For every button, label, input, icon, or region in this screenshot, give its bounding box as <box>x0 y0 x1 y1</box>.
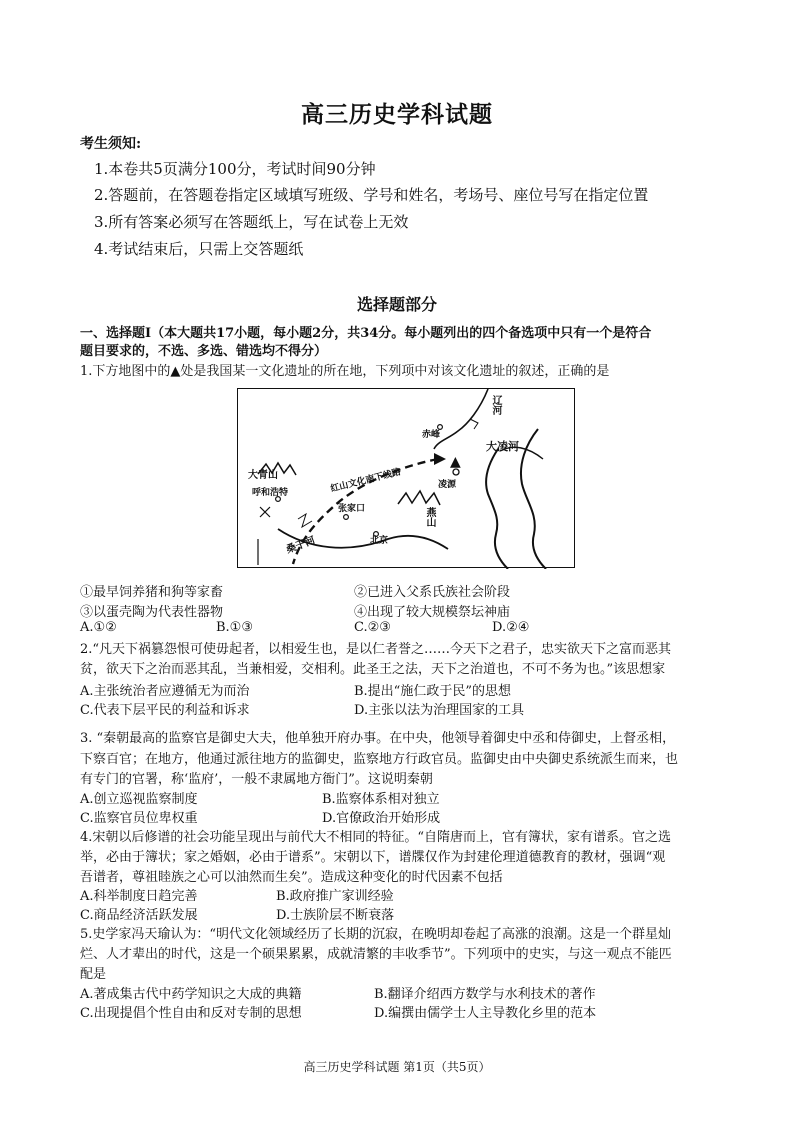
q4-option-c: C.商品经济活跃发展 <box>80 908 198 923</box>
notice-item: 1.本卷共5页满分100分，考试时间90分钟 <box>94 160 376 178</box>
question-2-stem: 贫，欲天下之治而恶其乱，当兼相爱，交相利。此圣王之法，天下之治道也，不可不务为也。”该思想家 <box>80 662 666 677</box>
q1-option-c: C.②③ <box>354 620 391 635</box>
question-2-stem: 2.“凡天下祸篡怨恨可使毋起者，以相爱生也，是以仁者誉之……今天下之君子，忠实欲天下之富而恶其 <box>80 642 672 657</box>
notice-item: 2.答题前，在答题卷指定区域填写班级、学号和姓名，考场号、座位号写在指定位置 <box>94 186 649 204</box>
map-label-beijing: 北京 <box>370 536 389 546</box>
question-3-stem: 3. “秦朝最高的监察官是御史大夫，他单独开府办事。在中央，他领导着御史中丞和侍御史，上督丞相， <box>80 731 676 746</box>
question-4-stem: 4.宋朝以后修谱的社会功能呈现出与前代大不相同的特征。“自隋唐而上，官有簿状，家有谱系。官之选 <box>80 830 672 845</box>
question-5-stem: 5.史学家冯天瑜认为：“明代文化领域经历了长期的沉寂，在晚明却卷起了高涨的浪潮。这是一个群星灿 <box>80 927 672 942</box>
map-label-yanshan: 燕山 <box>424 507 435 527</box>
page-title: 高三历史学科试题 <box>301 101 493 128</box>
question-4-stem: 举，必由于簿状；家之婚姻，必由于谱系”。宋朝以下，谱牒仅作为封建伦理道德教育的教材，强调“观 <box>80 850 666 865</box>
section-instructions: 题目要求的，不选、多选、错选均不得分） <box>80 344 328 359</box>
map-label-daqingshan: 大青山 <box>248 470 278 481</box>
q3-option-d: D.官僚政治开始形成 <box>322 811 441 826</box>
q3-option-b: B.监察体系相对独立 <box>322 792 440 807</box>
q2-option-d: D.主张以法为治理国家的工具 <box>354 703 525 718</box>
notice-item: 4.考试结束后，只需上交答题纸 <box>94 240 304 258</box>
notice-item: 3.所有答案必须写在答题纸上，写在试卷上无效 <box>94 213 409 231</box>
q4-option-d: D.士族阶层不断衰落 <box>276 908 395 923</box>
q1-option-b: B.①③ <box>216 620 253 635</box>
map-label-zhangjiakou: 张家口 <box>338 504 366 514</box>
question-3-stem: 下察百官；在地方，他通过派往地方的监御史，监察地方行政官员。监御史由中央御史系统派生而来，也 <box>80 752 679 767</box>
q5-option-a: A.著成集古代中药学知识之大成的典籍 <box>80 987 302 1002</box>
q5-option-c: C.出现提倡个性自由和反对专制的思想 <box>80 1006 302 1021</box>
map-label-chifeng: 赤峰 <box>422 430 441 440</box>
question-1-stem: 1.下方地图中的▲处是我国某一文化遗址的所在地，下列项中对该文化遗址的叙述，正确的是 <box>80 364 610 379</box>
q2-option-c: C.代表下层平民的利益和诉求 <box>80 703 250 718</box>
page-footer: 高三历史学科试题 第1页（共5页） <box>303 1060 491 1074</box>
section-instructions: 一、选择题Ⅰ（本大题共17小题，每小题2分，共34分。每小题列出的四个备选项中只有一个是符合 <box>80 326 652 341</box>
q4-option-a: A.科举制度日趋完善 <box>80 889 198 904</box>
map-label-liaohe: 辽河 <box>490 395 501 415</box>
q5-option-d: D.编撰由儒学士人主导教化乡里的范本 <box>374 1006 597 1021</box>
q1-item-3: ③以蛋壳陶为代表性器物 <box>80 605 224 620</box>
q3-option-a: A.创立巡视监察制度 <box>80 792 198 807</box>
q1-item-4: ④出现了较大规模祭坛神庙 <box>354 605 511 620</box>
q5-option-b: B.翻译介绍西方数学与水利技术的著作 <box>374 987 596 1002</box>
q4-option-b: B.政府推广家训经验 <box>276 889 394 904</box>
map-label-sangganhe: 桑干河 <box>284 535 317 556</box>
question-5-stem: 配是 <box>80 967 107 982</box>
map-label-dalinghe: 大凌河 <box>486 440 519 453</box>
q3-option-c: C.监察官员位卑权重 <box>80 811 198 826</box>
q2-option-b: B.提出“施仁政于民”的思想 <box>354 684 511 699</box>
notice-label: 考生须知: <box>80 136 142 152</box>
map-label-hongshan-route: 红山文化南下线路 <box>329 467 403 495</box>
map-drawing <box>238 389 576 569</box>
q2-option-a: A.主张统治者应遵循无为而治 <box>80 684 250 699</box>
map-label-lingyuan: 凌源 <box>438 480 457 490</box>
q1-item-1: ①最早饲养猪和狗等家畜 <box>80 585 224 600</box>
question-3-stem: 有专门的官署，称‘监府’，一般不隶属地方衙门”。这说明秦朝 <box>80 772 433 787</box>
map-triangle-site: ▲ <box>450 454 461 470</box>
question-5-stem: 烂、人才辈出的时代，这是一个硕果累累，成就清繁的丰收季节”。下列项中的史实，与这一观点不能匹 <box>80 947 672 962</box>
map-label-huhehaote: 呼和浩特 <box>252 488 289 498</box>
section-title: 选择题部分 <box>356 295 437 314</box>
question-4-stem: 吾谱者，尊祖睦族之心可以油然而生矣”。造成这种变化的时代因素不包括 <box>80 870 503 885</box>
q1-item-2: ②已进入父系氏族社会阶段 <box>354 585 511 600</box>
q1-option-a: A.①② <box>80 620 117 635</box>
q1-option-d: D.②④ <box>492 620 530 635</box>
map-figure <box>237 388 575 568</box>
